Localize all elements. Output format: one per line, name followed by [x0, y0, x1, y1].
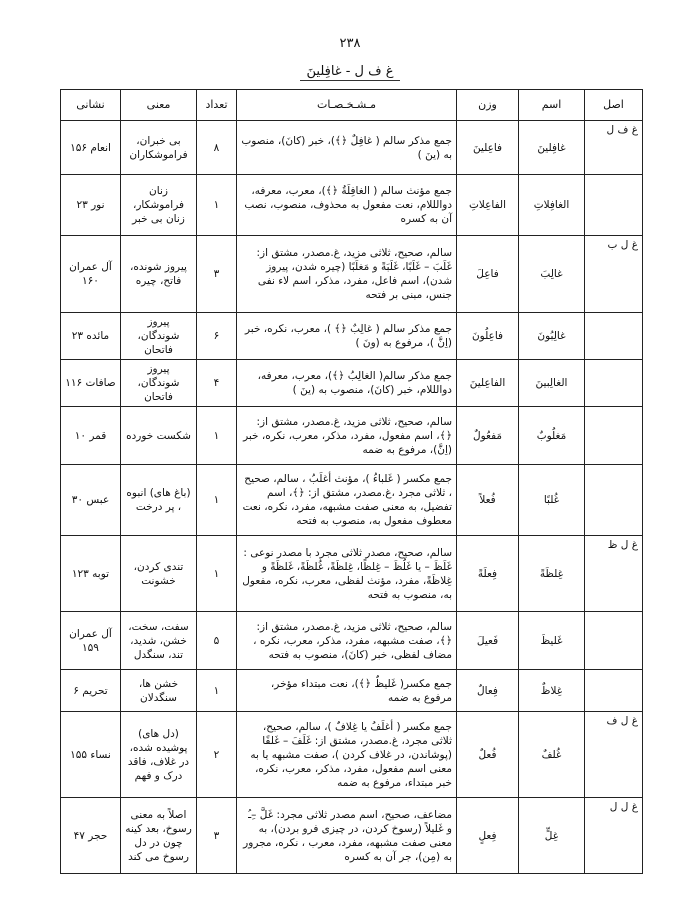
- address-cell: نور ۲۳: [61, 175, 121, 236]
- meaning-cell: بی خبران، فراموشکاران: [121, 121, 197, 175]
- description-cell: جمع مذکر سالم( الغالِبُ ﴿﴾)، معرب، معرفه، دوالللام، خبر (کانَ)، منصوب به (ینَ ): [237, 360, 457, 407]
- description-cell: جمع مذکر سالم ( غافِلٌ ﴿﴾)، خبر (کانَ)، منصوب به (ینَ ): [237, 121, 457, 175]
- page-heading: غ ف ل - غافِلینَ: [306, 64, 394, 79]
- meaning-cell: (باغ های) انبوه ، پر درخت: [121, 465, 197, 536]
- count-cell: ۱: [197, 465, 237, 536]
- address-cell: حجر ۴۷: [61, 798, 121, 874]
- root-cell: [585, 612, 643, 670]
- count-cell: ۱: [197, 407, 237, 465]
- root-cell: [585, 407, 643, 465]
- noun-cell: غُلفٌ: [519, 712, 585, 798]
- noun-cell: غِلٍّ: [519, 798, 585, 874]
- address-cell: صافات ۱۱۶: [61, 360, 121, 407]
- noun-cell: غالِبَ: [519, 236, 585, 313]
- table-row: [61, 798, 643, 874]
- noun-cell: الغافِلاتِ: [519, 175, 585, 236]
- count-cell: ۸: [197, 121, 237, 175]
- description-cell: سالم، صحیح، ثلاثی مزید، غ.مصدر، مشتق از: ﴿﴾، اسم مفعول، مفرد، مذکر، معرب، نکره، خبر (اِنَّ)، مرفوع به ضمه: [237, 407, 457, 465]
- meaning-cell: تندی کردن، خشونت: [121, 536, 197, 612]
- header-noun: اسم: [519, 90, 585, 121]
- root-cell: غ ل ل: [585, 798, 643, 874]
- pattern-cell: الفاعِلینَ: [457, 360, 519, 407]
- pattern-cell: فِعلٍ: [457, 798, 519, 874]
- count-cell: ۲: [197, 712, 237, 798]
- noun-cell: غالِبُونَ: [519, 313, 585, 360]
- table-row: [61, 465, 643, 536]
- table-row: [61, 670, 643, 712]
- address-cell: انعام ۱۵۶: [61, 121, 121, 175]
- count-cell: ۳: [197, 798, 237, 874]
- meaning-cell: خشن ها، سنگدلان: [121, 670, 197, 712]
- pattern-cell: فُعلاً: [457, 465, 519, 536]
- description-cell: سالم، صحیح، مصدر ثلاثی مجرد با مصدر نوعی : غَلَظَ – یا غَلُظَ – غِلظًا، غِلظَةً، غُلظَةً، غَلظَةً و غِلاظَةً، مفرد، مؤنث لفظی، معرب، نکره، مفعول به، منصوب به فتحه: [237, 536, 457, 612]
- header-count: تعداد: [197, 90, 237, 121]
- root-cell: [585, 670, 643, 712]
- address-cell: تحریم ۶: [61, 670, 121, 712]
- root-cell: [585, 360, 643, 407]
- header-description: مـشـخـصـات: [237, 90, 457, 121]
- meaning-cell: پیروز شوندگان، فاتحان: [121, 360, 197, 407]
- table-row: [61, 236, 643, 313]
- description-cell: سالم، صحیح، ثلاثی مزید، غ.مصدر، مشتق از: غَلَبَ – غَلَبًا، غَلَبَةً و مَغلَبًا (چیره شدن، پیروز شدن)، اسم فاعل، مفرد، مذکر، اسم لاء نفی جنس، مبنی بر فتحه: [237, 236, 457, 313]
- noun-cell: غَلیظَ: [519, 612, 585, 670]
- description-cell: جمع مکسر ( أغلَفُ یا غِلافٌ )، سالم، صحیح، ثلاثی مجرد، غ.مصدر، مشتق از: غَلَفَ – غَلفًا (پوشاندن، در غلاف کردن )، صفت مشبهه یا به معنی اسم مفعول، مفرد، مذکر، معرب، نکره، خبر مبتداء، مرفوع به ضمه: [237, 712, 457, 798]
- meaning-cell: اصلاً به معنی رسوخ، بعد کینه چون در دل رسوخ می کند: [121, 798, 197, 874]
- meaning-cell: سفت، سخت، خشن، شدید، تند، سنگدل: [121, 612, 197, 670]
- address-cell: آل عمران ۱۵۹: [61, 612, 121, 670]
- meaning-cell: (دل های) پوشیده شده، در غلاف، فاقد درک و فهم: [121, 712, 197, 798]
- description-cell: جمع مؤنث سالم ( الغافِلَةُ ﴿﴾)، معرب، معرفه، دوالللام، نعت مفعول به محذوف، منصوب، نصب آن به کسره: [237, 175, 457, 236]
- noun-cell: مَغلُوبٌ: [519, 407, 585, 465]
- header-pattern: وزن: [457, 90, 519, 121]
- header-meaning: معنی: [121, 90, 197, 121]
- address-cell: آل عمران ۱۶۰: [61, 236, 121, 313]
- noun-cell: غِلظَةً: [519, 536, 585, 612]
- pattern-cell: فاعِلُونَ: [457, 313, 519, 360]
- noun-cell: غافِلینَ: [519, 121, 585, 175]
- root-cell: [585, 465, 643, 536]
- pattern-cell: الفاعِلاتِ: [457, 175, 519, 236]
- count-cell: ۴: [197, 360, 237, 407]
- pattern-cell: فَعیلَ: [457, 612, 519, 670]
- lexicon-table: [60, 89, 643, 874]
- description-cell: مضاعف، صحیح، اسم مصدر ثلاثی مجرد: غَلَّ –ِـُ و غَلیلاً (رسوخ کردن، در چیزی فرو بردن)، به معنی صفت مشبهه، مفرد، معرب ، نکره، مجرور به (مِن)، جر آن به کسره: [237, 798, 457, 874]
- address-cell: عبس ۳۰: [61, 465, 121, 536]
- table-row: [61, 712, 643, 798]
- pattern-cell: فُعلٌ: [457, 712, 519, 798]
- description-cell: جمع مکسر( غَلیظٌ ﴿﴾)، نعت مبتداء مؤخر، مرفوع به ضمه: [237, 670, 457, 712]
- meaning-cell: پیروز شونده، فاتح، چیره: [121, 236, 197, 313]
- description-cell: جمع مذکر سالم ( غالِبٌ ﴿﴾ )، معرب، نکره، خبر (اِنَّ )، مرفوع به (ونَ ): [237, 313, 457, 360]
- address-cell: مائده ۲۳: [61, 313, 121, 360]
- count-cell: ۱: [197, 670, 237, 712]
- pattern-cell: مَفعُولٌ: [457, 407, 519, 465]
- root-cell: [585, 175, 643, 236]
- address-cell: توبه ۱۲۳: [61, 536, 121, 612]
- pattern-cell: فاعِلینَ: [457, 121, 519, 175]
- table-row: [61, 175, 643, 236]
- count-cell: ۳: [197, 236, 237, 313]
- meaning-cell: زنان فراموشکار، زنان بی خبر: [121, 175, 197, 236]
- table-row: [61, 313, 643, 360]
- description-cell: سالم، صحیح، ثلاثی مزید، غ.مصدر، مشتق از: ﴿﴾، صفت مشبهه، مفرد، مذکر، معرب، نکره ، مضاف لفظی، خبر (کانَ)، منصوب به فتحه: [237, 612, 457, 670]
- meaning-cell: پیروز شوندگان، فاتحان: [121, 313, 197, 360]
- table-row: [61, 407, 643, 465]
- root-cell: [585, 313, 643, 360]
- table-row: [61, 121, 643, 175]
- count-cell: ۶: [197, 313, 237, 360]
- root-cell: غ ل ب: [585, 236, 643, 313]
- count-cell: ۱: [197, 536, 237, 612]
- table-row: [61, 612, 643, 670]
- root-cell: غ ل ظ: [585, 536, 643, 612]
- header-root: اصل: [585, 90, 643, 121]
- heading-rule: [300, 80, 400, 81]
- meaning-cell: شکست خورده: [121, 407, 197, 465]
- count-cell: ۱: [197, 175, 237, 236]
- table-row: [61, 536, 643, 612]
- root-cell: غ ل ف: [585, 712, 643, 798]
- page-number: ۲۳۸: [339, 36, 361, 51]
- address-cell: نساء ۱۵۵: [61, 712, 121, 798]
- pattern-cell: فِعالٌ: [457, 670, 519, 712]
- pattern-cell: فِعلَةً: [457, 536, 519, 612]
- header-address: نشانی: [61, 90, 121, 121]
- table-row: [61, 360, 643, 407]
- address-cell: قمر ۱۰: [61, 407, 121, 465]
- noun-cell: غِلاظٌ: [519, 670, 585, 712]
- noun-cell: الغالِبینَ: [519, 360, 585, 407]
- pattern-cell: فاعِلَ: [457, 236, 519, 313]
- header-row: [61, 90, 643, 121]
- root-cell: غ ف ل: [585, 121, 643, 175]
- description-cell: جمع مکسر ( غَلباءُ )، مؤنث أغلَبُ ، سالم، صحیح ، ثلاثی مجرد ،غ.مصدر، مشتق از: ﴿﴾، اسم تفضیل، به معنی صفت مشبهه، مفرد، نکره، نعت معطوف مفعول به، منصوب به فتحه: [237, 465, 457, 536]
- noun-cell: غُلبًا: [519, 465, 585, 536]
- count-cell: ۵: [197, 612, 237, 670]
